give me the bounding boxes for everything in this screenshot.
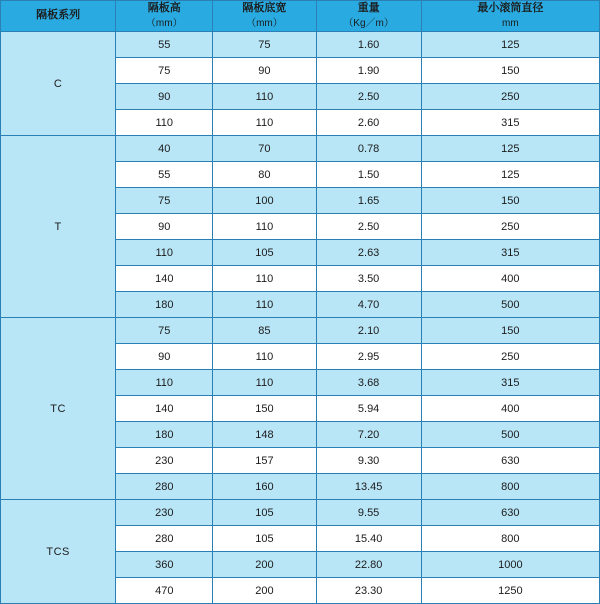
cell-weight: 1.90 (316, 58, 421, 84)
cell-min-drum-diameter: 250 (421, 214, 599, 240)
cell-weight: 7.20 (316, 422, 421, 448)
cell-min-drum-diameter: 800 (421, 474, 599, 500)
cell-height: 140 (116, 266, 213, 292)
cell-base-width: 200 (213, 578, 316, 604)
cell-height: 110 (116, 370, 213, 396)
series-cell: TCS (1, 500, 116, 604)
cell-weight: 2.63 (316, 240, 421, 266)
cell-base-width: 148 (213, 422, 316, 448)
header-unit-min-drum-diameter: mm (502, 17, 519, 29)
table-row (1, 318, 600, 344)
cell-base-width: 110 (213, 214, 316, 240)
cell-weight: 1.60 (316, 32, 421, 58)
header-title-min-drum-diameter: 最小滚筒直径 (477, 2, 544, 14)
cell-height: 230 (116, 500, 213, 526)
table-row (1, 136, 600, 162)
cell-weight: 3.50 (316, 266, 421, 292)
cell-height: 230 (116, 448, 213, 474)
header-unit-height: （mm） (145, 17, 183, 29)
cell-height: 90 (116, 84, 213, 110)
cell-weight: 22.80 (316, 552, 421, 578)
cell-weight: 15.40 (316, 526, 421, 552)
cell-weight: 2.50 (316, 214, 421, 240)
cell-height: 90 (116, 344, 213, 370)
cell-min-drum-diameter: 400 (421, 396, 599, 422)
cell-min-drum-diameter: 500 (421, 422, 599, 448)
cell-min-drum-diameter: 250 (421, 84, 599, 110)
header-unit-base-width: （mm） (246, 17, 283, 29)
cell-min-drum-diameter: 630 (421, 448, 599, 474)
cell-weight: 5.94 (316, 396, 421, 422)
cell-min-drum-diameter: 315 (421, 370, 599, 396)
cell-base-width: 80 (213, 162, 316, 188)
header-cell-min-drum-diameter (421, 1, 599, 32)
cell-weight: 2.95 (316, 344, 421, 370)
cell-weight: 0.78 (316, 136, 421, 162)
cell-height: 360 (116, 552, 213, 578)
cell-min-drum-diameter: 630 (421, 500, 599, 526)
cell-base-width: 110 (213, 292, 316, 318)
cell-weight: 2.60 (316, 110, 421, 136)
cell-base-width: 150 (213, 396, 316, 422)
cell-height: 90 (116, 214, 213, 240)
cell-min-drum-diameter: 1000 (421, 552, 599, 578)
cell-weight: 9.55 (316, 500, 421, 526)
cell-weight: 13.45 (316, 474, 421, 500)
cell-height: 180 (116, 292, 213, 318)
cell-weight: 2.50 (316, 84, 421, 110)
cell-height: 55 (116, 32, 213, 58)
cell-base-width: 200 (213, 552, 316, 578)
header-title-height: 隔板高 (147, 2, 181, 14)
header-cell-series (1, 1, 116, 32)
cell-base-width: 160 (213, 474, 316, 500)
table-row (1, 500, 600, 526)
cell-height: 140 (116, 396, 213, 422)
cell-weight: 1.65 (316, 188, 421, 214)
cell-base-width: 75 (213, 32, 316, 58)
cell-base-width: 90 (213, 58, 316, 84)
cell-height: 180 (116, 422, 213, 448)
series-cell: TC (1, 318, 116, 500)
cell-base-width: 85 (213, 318, 316, 344)
cell-min-drum-diameter: 150 (421, 318, 599, 344)
cell-base-width: 110 (213, 344, 316, 370)
cell-base-width: 100 (213, 188, 316, 214)
cell-height: 75 (116, 318, 213, 344)
header-title-series: 隔板系列 (36, 9, 81, 22)
cell-height: 40 (116, 136, 213, 162)
header-title-base-width: 隔板底宽 (242, 2, 287, 14)
table-header (1, 1, 600, 32)
cell-min-drum-diameter: 150 (421, 58, 599, 84)
header-cell-weight (316, 1, 421, 32)
cell-height: 75 (116, 188, 213, 214)
cell-min-drum-diameter: 125 (421, 32, 599, 58)
cell-weight: 3.68 (316, 370, 421, 396)
cell-weight: 9.30 (316, 448, 421, 474)
cell-height: 110 (116, 110, 213, 136)
table-row (1, 32, 600, 58)
cell-min-drum-diameter: 315 (421, 110, 599, 136)
cell-height: 470 (116, 578, 213, 604)
cell-weight: 2.10 (316, 318, 421, 344)
cell-base-width: 105 (213, 500, 316, 526)
header-cell-height (116, 1, 213, 32)
cell-weight: 1.50 (316, 162, 421, 188)
cell-min-drum-diameter: 250 (421, 344, 599, 370)
series-cell: T (1, 136, 116, 318)
cell-min-drum-diameter: 500 (421, 292, 599, 318)
cell-weight: 23.30 (316, 578, 421, 604)
cell-base-width: 110 (213, 110, 316, 136)
cell-min-drum-diameter: 400 (421, 266, 599, 292)
cell-height: 280 (116, 474, 213, 500)
cell-min-drum-diameter: 800 (421, 526, 599, 552)
cell-base-width: 105 (213, 240, 316, 266)
cell-min-drum-diameter: 125 (421, 162, 599, 188)
cell-height: 280 (116, 526, 213, 552)
cell-base-width: 110 (213, 84, 316, 110)
cell-weight: 4.70 (316, 292, 421, 318)
cell-min-drum-diameter: 150 (421, 188, 599, 214)
header-unit-weight: （Kg／m） (343, 17, 394, 29)
table-body (1, 32, 600, 604)
cell-height: 110 (116, 240, 213, 266)
header-cell-base-width (213, 1, 316, 32)
cell-min-drum-diameter: 315 (421, 240, 599, 266)
cell-min-drum-diameter: 1250 (421, 578, 599, 604)
series-cell: C (1, 32, 116, 136)
cell-base-width: 105 (213, 526, 316, 552)
cell-base-width: 157 (213, 448, 316, 474)
cell-height: 55 (116, 162, 213, 188)
cell-base-width: 110 (213, 266, 316, 292)
cell-height: 75 (116, 58, 213, 84)
header-title-weight: 重量 (357, 2, 380, 14)
cell-min-drum-diameter: 125 (421, 136, 599, 162)
table-header-row (1, 1, 600, 32)
cell-base-width: 110 (213, 370, 316, 396)
cell-base-width: 70 (213, 136, 316, 162)
